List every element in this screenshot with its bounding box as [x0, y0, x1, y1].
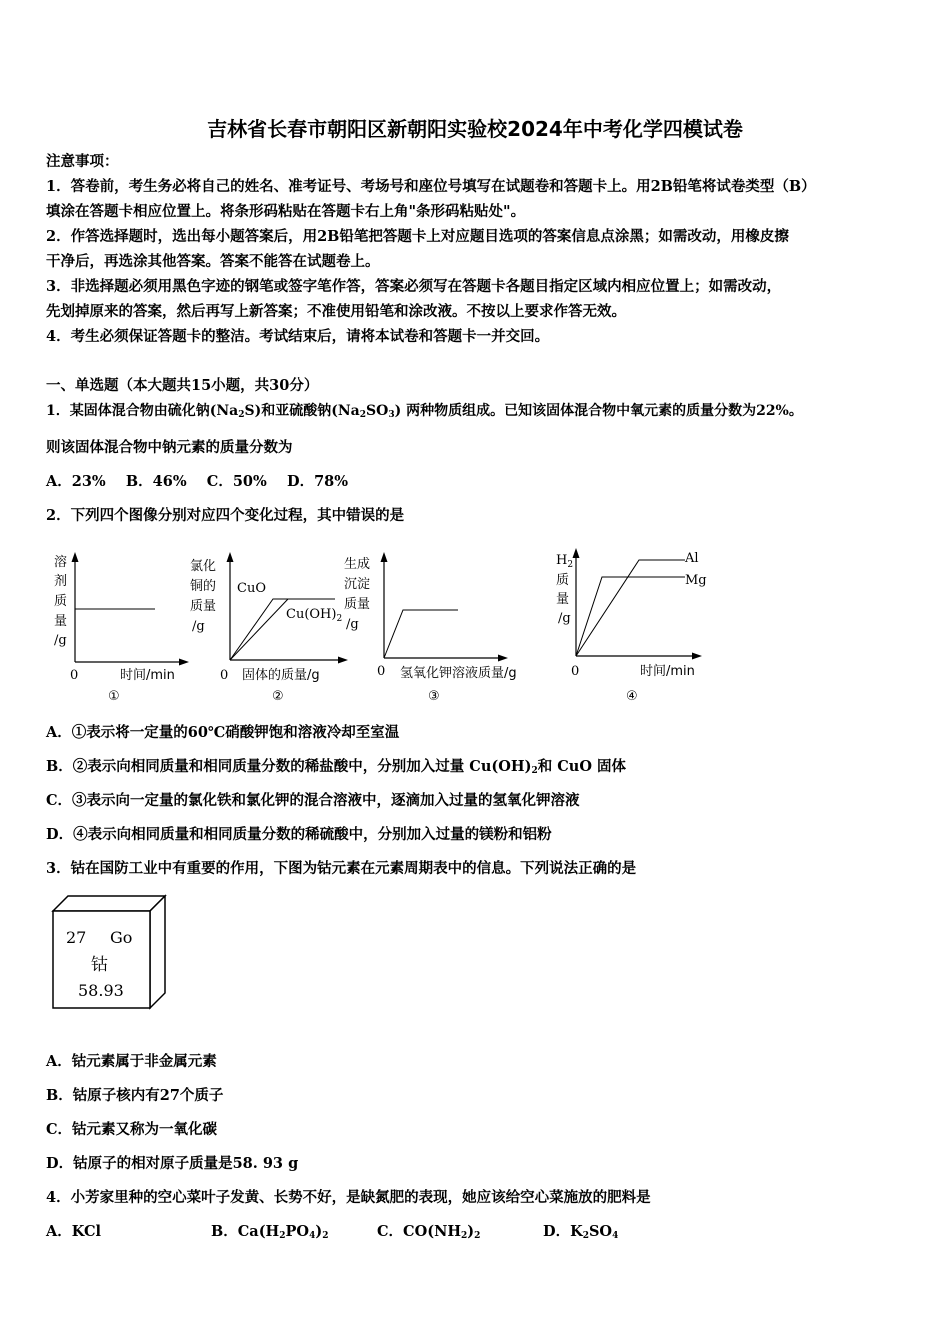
q4-option-a: A．KCl — [46, 1223, 102, 1240]
q3-option-a: A．钴元素属于非金属元素 — [46, 1053, 217, 1070]
q1-stem-continued: 则该固体混合物中钠元素的质量分数为 — [46, 439, 293, 456]
g1-ylabel-3: 质 — [54, 594, 68, 609]
notice-line-6: 先划掉原来的答案，然后再写上新答案；不准使用铅笔和涂改液。不按以上要求作答无效。 — [46, 303, 626, 320]
q3-stem: 3．钴在国防工业中有重要的作用，下图为钴元素在元素周期表中的信息。下列说法正确的是 — [46, 860, 637, 877]
q2-graphs — [40, 540, 720, 710]
g3-ylabel-1: 生成 — [344, 557, 371, 572]
notice-line-7: 4．考生必须保证答题卡的整洁。考试结束后，请将本试卷和答题卡一并交回。 — [46, 328, 550, 345]
q4-option-b: B．$Ca(H_2PO_4)_2$ — [211, 1223, 329, 1241]
graph-3 — [344, 552, 517, 704]
g3-ylabel-2: 沉淀 — [344, 577, 371, 592]
g4-line-mg: Mg — [685, 573, 707, 588]
notice-line-3: 2．作答选择题时，选出每小题答案后，用2B铅笔把答题卡上对应题目选项的答案信息点涂黑；如需改动，用橡皮擦 — [46, 228, 789, 245]
g4-ylabel-1: 质 — [556, 573, 570, 588]
g1-number: ① — [108, 689, 120, 704]
g2-line-cuoh2: $Cu(OH)_2$ — [286, 607, 343, 624]
g2-ylabel-4: /g — [192, 619, 205, 634]
g1-ylabel-1: 溶 — [54, 555, 68, 570]
g3-number: ③ — [428, 689, 440, 704]
g4-number: ④ — [626, 689, 638, 704]
g1-ylabel-5: /g — [54, 633, 67, 648]
g2-line-cuo: CuO — [237, 581, 266, 596]
g3-ylabel-3: 质量 — [344, 597, 371, 612]
notice-heading: 注意事项： — [46, 153, 119, 170]
q2-option-d: D．④表示向相同质量和相同质量分数的稀硫酸中，分别加入过量的镁粉和铝粉 — [46, 826, 552, 843]
g1-ylabel-4: 量 — [54, 614, 68, 629]
q4-option-c: C．$CO(NH_2)_2$ — [377, 1223, 481, 1241]
g4-ylabel-2: 量 — [556, 592, 570, 607]
element-symbol: Go — [110, 928, 133, 947]
q1-options: A．23% B．46% C．50% D．78% — [46, 473, 349, 490]
element-number: 27 — [66, 928, 87, 947]
g2-ylabel-2: 铜的 — [190, 579, 217, 594]
q3-option-d: D．钴原子的相对原子质量是58. 93 g — [46, 1155, 299, 1172]
g1-origin: 0 — [70, 668, 79, 683]
q2-option-a: A．①表示将一定量的60℃硝酸钾饱和溶液冷却至室温 — [46, 724, 400, 741]
q3-option-c: C．钴元素又称为一氧化碳 — [46, 1121, 218, 1138]
g2-ylabel-3: 质量 — [190, 599, 217, 614]
g2-xlabel: 固体的质量/g — [242, 668, 320, 683]
g1-xlabel: 时间/min — [120, 668, 175, 683]
g1-ylabel-2: 剂 — [54, 574, 68, 589]
page-title: 吉林省长春市朝阳区新朝阳实验校2024年中考化学四模试卷 — [207, 117, 743, 141]
g2-origin: 0 — [220, 668, 229, 683]
notice-line-1: 1．答卷前，考生务必将自己的姓名、准考证号、考场号和座位号填写在试题卷和答题卡上。用2B铅笔将试卷类型（B） — [46, 178, 816, 195]
graph-2 — [190, 552, 348, 704]
g4-ylabel-3: /g — [558, 611, 571, 626]
element-name: 钴 — [91, 955, 108, 975]
g4-line-al: Al — [685, 551, 699, 566]
g3-xlabel: 氢氧化钾溶液质量/g — [400, 666, 517, 681]
q3-option-b: B．钴原子核内有27个质子 — [46, 1087, 224, 1104]
q2-option-c: C．③表示向一定量的氯化铁和氯化钾的混合溶液中，逐滴加入过量的氢氧化钾溶液 — [46, 792, 580, 809]
q2-stem: 2．下列四个图像分别对应四个变化过程，其中错误的是 — [46, 507, 405, 524]
g3-origin: 0 — [377, 664, 386, 679]
g2-ylabel-1: 氯化 — [190, 559, 217, 574]
notice-line-2: 填涂在答题卡相应位置上。将条形码粘贴在答题卡右上角"条形码粘贴处"。 — [46, 203, 526, 220]
notice-line-5: 3．非选择题必须用黑色字迹的钢笔或签字笔作答，答案必须写在答题卡各题目指定区域内相应位置上；如需改动， — [46, 278, 782, 295]
section-heading: 一、单选题（本大题共15小题，共30分） — [46, 377, 319, 394]
q2-option-b: B．②表示向相同质量和相同质量分数的稀盐酸中，分别加入过量 $Cu(OH)_2$和 CuO 固体 — [46, 758, 627, 776]
g2-number: ② — [272, 689, 284, 704]
graph-1 — [54, 552, 189, 704]
element-mass: 58.93 — [78, 981, 124, 1000]
graph-4 — [556, 548, 707, 704]
g4-origin: 0 — [571, 664, 580, 679]
element-cell — [50, 893, 170, 1015]
notice-line-4: 干净后，再选涂其他答案。答案不能答在试题卷上。 — [46, 253, 380, 270]
g3-ylabel-4: /g — [346, 617, 359, 632]
q4-stem: 4．小芳家里种的空心菜叶子发黄、长势不好，是缺氮肥的表现，她应该给空心菜施放的肥料是 — [46, 1189, 651, 1206]
q1-stem: 1．某固体混合物由硫化钠$(Na_2S)$和亚硫酸钠$(Na_2SO_3)$ 两种物质组成。已知该固体混合物中氧元素的质量分数为22%。 — [46, 403, 803, 420]
g4-ylabel-h2: $H_2$ — [556, 553, 574, 570]
q4-option-d: D．$K_2SO_4$ — [543, 1223, 619, 1241]
g4-xlabel: 时间/min — [640, 664, 695, 679]
